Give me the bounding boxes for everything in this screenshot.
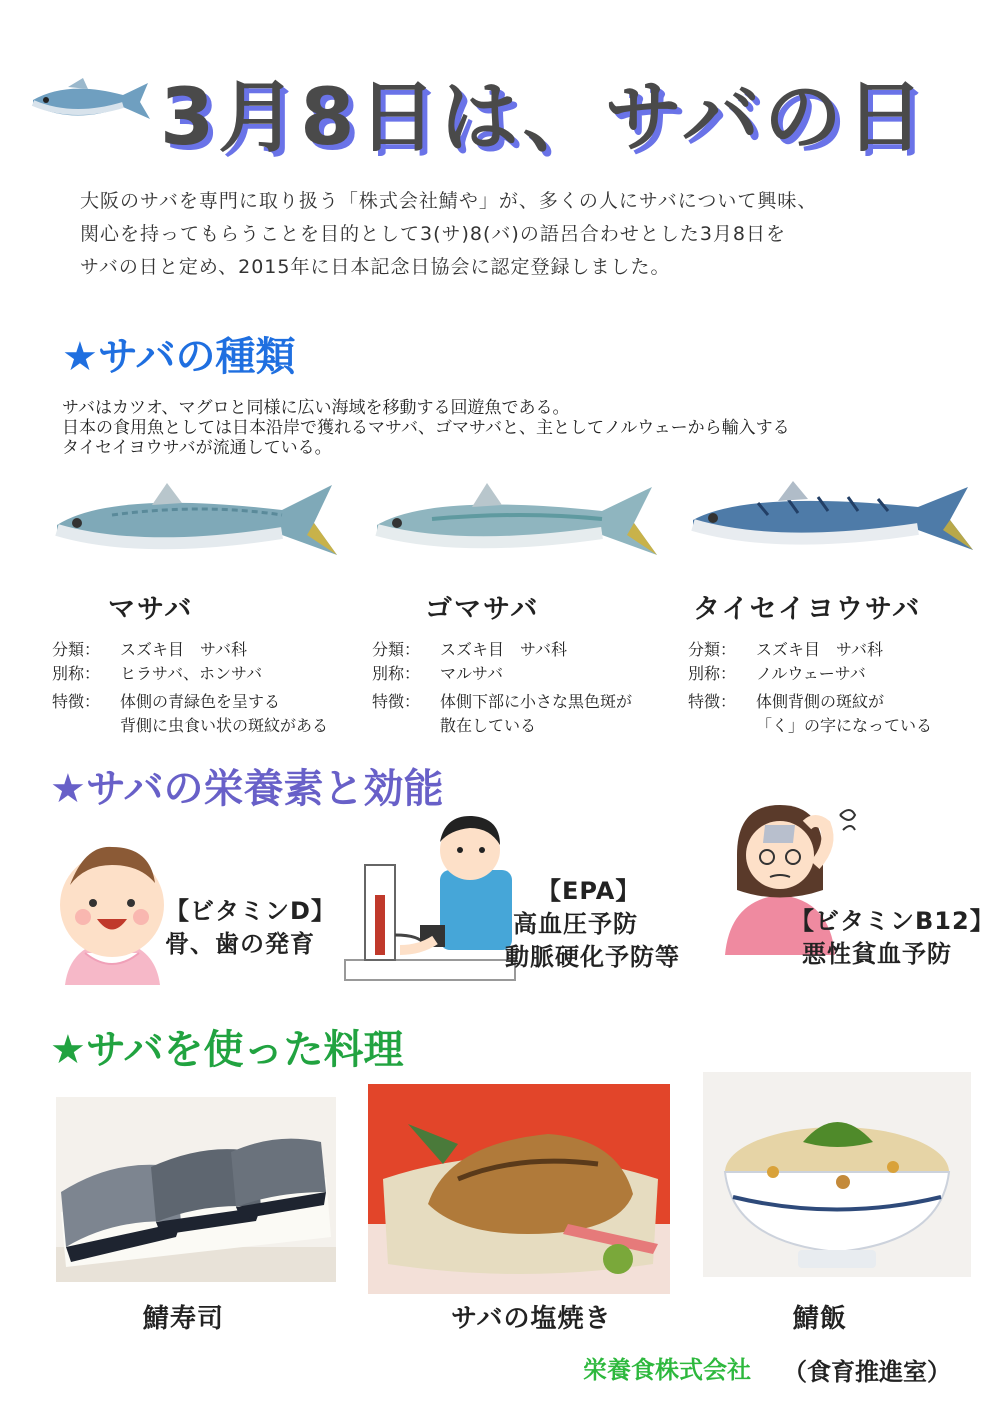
class-label: 分類： xyxy=(52,640,101,659)
taiseiyousaba-illustration xyxy=(688,475,978,565)
alias-value: ヒラサバ、ホンサバ xyxy=(120,664,263,683)
dish-name-saba-rice: 鯖飯 xyxy=(793,1304,848,1334)
feature-line: 体側の青緑色を呈する xyxy=(120,692,281,711)
alias-value: ノルウェーサバ xyxy=(756,664,866,683)
mackerel-icon xyxy=(28,75,158,130)
feature-label: 特徴： xyxy=(688,692,737,711)
gomasaba-illustration xyxy=(372,475,662,565)
nutrients-heading: ★サバの栄養素と効能 xyxy=(50,766,444,812)
company-name: 栄養食株式会社 xyxy=(583,1356,751,1384)
types-description xyxy=(62,398,962,458)
fish-name-masaba: マサバ xyxy=(108,594,194,625)
fish-info-masaba xyxy=(52,638,328,738)
intro-line: サバの日と定め、2015年に日本記念日協会に認定登録しました。 xyxy=(80,256,671,278)
intro-line: 関心を持ってもらうことを目的として3(サ)8(バ)の語呂合わせとした3月8日を xyxy=(80,223,787,245)
feature-label: 特徴： xyxy=(372,692,421,711)
fish-name-taiseiyousaba: タイセイヨウサバ xyxy=(693,594,922,625)
nutrient-vitamin-b12 xyxy=(790,905,995,971)
feature-line: 散在している xyxy=(440,716,537,735)
alias-value: マルサバ xyxy=(440,664,504,683)
page-title: 3月8日は、サバの日 xyxy=(160,73,928,163)
masaba-illustration xyxy=(52,475,342,565)
saba-rice-photo xyxy=(703,1072,971,1277)
blood-pressure-illustration xyxy=(340,810,520,985)
intro-text xyxy=(80,185,940,284)
class-value: スズキ目 サバ科 xyxy=(120,640,248,659)
types-description-line: タイセイヨウサバが流通している。 xyxy=(62,438,332,458)
nutrient-effect: 骨、歯の発育 xyxy=(165,930,315,958)
nutrient-epa xyxy=(505,875,680,974)
types-description-line: 日本の食用魚としては日本沿岸で獲れるマサバ、ゴマサバと、主としてノルウェーから輸入する xyxy=(62,418,790,438)
feature-line: 体側背側の斑紋が xyxy=(756,692,885,711)
fish-info-gomasaba xyxy=(372,638,632,738)
department-name: （食育推進室） xyxy=(783,1358,951,1386)
class-label: 分類： xyxy=(688,640,737,659)
saba-sushi-photo xyxy=(56,1097,336,1282)
nutrient-effect: 悪性貧血予防 xyxy=(802,940,952,968)
nutrient-name: 【EPA】 xyxy=(537,877,641,905)
class-label: 分類： xyxy=(372,640,421,659)
fish-name-gomasaba: ゴマサバ xyxy=(425,594,540,625)
feature-label: 特徴： xyxy=(52,692,101,711)
nutrient-effect: 動脈硬化予防等 xyxy=(505,943,680,971)
class-value: スズキ目 サバ科 xyxy=(440,640,568,659)
nutrient-name: 【ビタミンD】 xyxy=(165,897,336,925)
alias-label: 別称： xyxy=(688,664,737,683)
feature-line: 背側に虫食い状の斑紋がある xyxy=(120,716,329,735)
feature-line: 体側下部に小さな黒色斑が xyxy=(440,692,633,711)
alias-label: 別称： xyxy=(372,664,421,683)
grilled-saba-photo xyxy=(368,1084,670,1294)
nutrient-name: 【ビタミンB12】 xyxy=(790,907,995,935)
nutrient-effect: 高血圧予防 xyxy=(513,910,638,938)
dish-name-grilled-saba: サバの塩焼き xyxy=(451,1304,612,1334)
feature-line: 「く」の字になっている xyxy=(756,716,933,735)
types-heading: ★サバの種類 xyxy=(62,334,296,380)
baby-illustration xyxy=(55,835,170,995)
class-value: スズキ目 サバ科 xyxy=(756,640,884,659)
fish-info-taiseiyousaba xyxy=(688,638,932,738)
dishes-heading: ★サバを使った料理 xyxy=(50,1027,404,1073)
alias-label: 別称： xyxy=(52,664,101,683)
intro-line: 大阪のサバを専門に取り扱う「株式会社鯖や」が、多くの人にサバについて興味、 xyxy=(80,190,818,212)
types-description-line: サバはカツオ、マグロと同様に広い海域を移動する回遊魚である。 xyxy=(62,398,570,418)
dish-name-saba-sushi: 鯖寿司 xyxy=(143,1304,225,1334)
nutrient-vitamin-d xyxy=(165,895,336,961)
